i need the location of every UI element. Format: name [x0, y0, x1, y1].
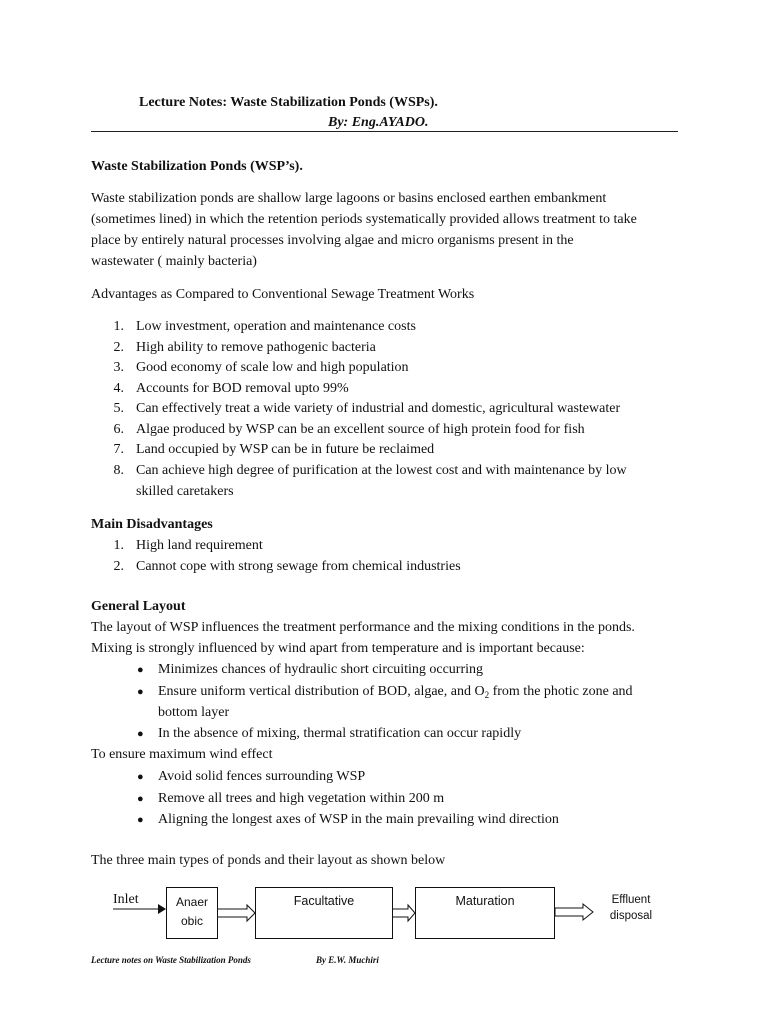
footer-right: By E.W. Muchiri — [316, 955, 379, 965]
facultative-label: Facultative — [293, 894, 355, 908]
anaerobic-label-line: obic — [180, 914, 203, 928]
inlet-label: Inlet — [113, 892, 139, 907]
bullet-icon: ● — [137, 686, 144, 698]
paragraph-line: The layout of WSP influences the treatment performance and the mixing conditions in the ponds. — [91, 620, 635, 635]
list-number: 1. — [113, 319, 124, 334]
section-heading-wsp: Waste Stabilization Ponds (WSP’s). — [91, 159, 303, 174]
anaerobic-pond-box — [166, 887, 218, 939]
paragraph-line: wastewater ( mainly bacteria) — [91, 254, 257, 269]
paragraph-line: Mixing is strongly influenced by wind apart from temperature and is important because: — [91, 641, 585, 656]
list-number: 4. — [113, 381, 124, 396]
document-title: Lecture Notes: Waste Stabilization Ponds (WSPs). — [139, 95, 438, 110]
list-item: Land occupied by WSP can be in future be reclaimed — [136, 442, 435, 457]
bullet-item: Avoid solid fences surrounding WSP — [158, 769, 366, 784]
facultative-pond-box — [255, 887, 393, 939]
list-number: 7. — [113, 442, 124, 457]
list-number: 5. — [113, 401, 124, 416]
effluent-label-line: Effluent — [611, 894, 651, 906]
flow-arrow-icon — [217, 905, 255, 921]
flow-arrow-icon — [392, 905, 415, 921]
list-item: Good economy of scale low and high population — [136, 360, 409, 375]
bullet-item: Ensure uniform vertical distribution of BOD, algae, and $O_2$ from the photic zone and — [158, 684, 633, 700]
bullet-item: Remove all trees and high vegetation within 200 m — [158, 791, 445, 806]
effluent-disposal-label — [604, 892, 658, 924]
paragraph-line: place by entirely natural processes involving algae and micro organisms present in the — [91, 233, 574, 248]
inlet-arrow-icon — [113, 904, 166, 914]
bullet-icon: ● — [137, 664, 144, 676]
bullet-item: In the absence of mixing, thermal stratification can occur rapidly — [158, 726, 522, 741]
bullet-icon: ● — [137, 728, 144, 740]
bullet-item-continuation: bottom layer — [158, 705, 230, 720]
bullet-icon: ● — [137, 771, 144, 783]
list-item-continuation: skilled caretakers — [136, 484, 234, 499]
paragraph-line: Waste stabilization ponds are shallow large lagoons or basins enclosed earthen embankment — [91, 191, 607, 206]
pond-types-intro: The three main types of ponds and their layout as shown below — [91, 853, 446, 868]
list-number: 6. — [113, 422, 124, 437]
anaerobic-label-line: Anaer — [175, 895, 209, 909]
bullet-item: Aligning the longest axes of WSP in the main prevailing wind direction — [158, 812, 559, 827]
paragraph-line: (sometimes lined) in which the retention periods systematically provided allows treatment to take — [91, 212, 637, 227]
section-heading-layout: General Layout — [91, 599, 186, 614]
list-item: Algae produced by WSP can be an excellent source of high protein food for fish — [136, 422, 585, 437]
section-heading-disadvantages: Main Disadvantages — [91, 517, 213, 532]
list-item: Cannot cope with strong sewage from chemical industries — [136, 559, 461, 574]
list-number: 1. — [113, 538, 124, 553]
list-item: Can effectively treat a wide variety of industrial and domestic, agricultural wastewater — [136, 401, 621, 416]
list-item: Can achieve high degree of purification at the lowest cost and with maintenance by low — [136, 463, 627, 478]
effluent-label-line: disposal — [609, 910, 653, 922]
maturation-label: Maturation — [455, 894, 515, 908]
list-number: 2. — [113, 340, 124, 355]
list-item: High land requirement — [136, 538, 263, 553]
flow-arrow-icon — [555, 904, 593, 920]
list-item: Low investment, operation and maintenance costs — [136, 319, 416, 334]
bullet-icon: ● — [137, 814, 144, 826]
bullet-item: Minimizes chances of hydraulic short circuiting occurring — [158, 662, 484, 677]
list-item: High ability to remove pathogenic bacteria — [136, 340, 376, 355]
list-number: 2. — [113, 559, 124, 574]
list-number: 8. — [113, 463, 124, 478]
footer-left: Lecture notes on Waste Stabilization Ponds — [91, 955, 251, 965]
bullet-icon: ● — [137, 793, 144, 805]
list-number: 3. — [113, 360, 124, 375]
maturation-pond-box — [415, 887, 555, 939]
list-item: Accounts for BOD removal upto 99% — [136, 381, 349, 396]
advantages-intro: Advantages as Compared to Conventional Sewage Treatment Works — [91, 287, 475, 302]
wind-intro: To ensure maximum wind effect — [91, 747, 273, 762]
document-author: By: Eng.AYADO. — [328, 115, 429, 130]
